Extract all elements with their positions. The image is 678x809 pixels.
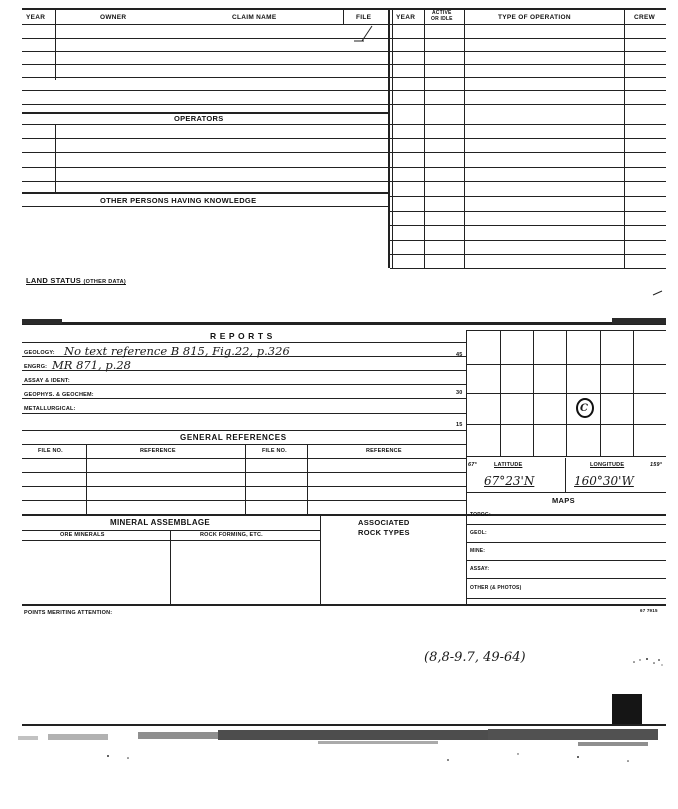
- col-crew: CREW: [634, 14, 656, 21]
- ore-minerals-heading: ORE MINERALS: [60, 532, 105, 538]
- mineral-assemblage-title: MINERAL ASSEMBLAGE: [110, 518, 211, 527]
- margin-15: 15: [456, 422, 463, 428]
- geology-label: GEOLOGY:: [24, 350, 55, 356]
- operators-heading: OPERATORS: [174, 114, 224, 123]
- handwritten-note: (8,8-9.7, 49-64): [424, 650, 526, 665]
- dash-mark: [652, 290, 664, 296]
- black-block: [612, 694, 642, 724]
- rock-forming-heading: ROCK FORMING, ETC.: [200, 532, 263, 538]
- scan-speckle: [630, 654, 666, 668]
- grid-letter: C: [580, 403, 588, 414]
- maps-topog: TOPOG:: [470, 512, 491, 518]
- latitude-value: 67°23'N: [484, 474, 535, 488]
- col-owner: OWNER: [100, 14, 127, 21]
- engrg-value: MR 871, p.28: [52, 358, 132, 372]
- maps-mine: MINE:: [470, 548, 486, 554]
- col-file: FILE: [356, 14, 372, 21]
- geology-value: No text reference B 815, Fig.22, p.326: [64, 344, 290, 358]
- col-or-idle: OR IDLE: [431, 16, 453, 22]
- form-number: 67 7915: [640, 608, 658, 613]
- col-file-no-1: FILE NO.: [38, 448, 63, 454]
- land-status-title: LAND STATUS: [26, 276, 82, 285]
- maps-geol: GEOL:: [470, 530, 487, 536]
- land-status-label: [26, 276, 126, 285]
- scan-noise-band: [18, 726, 666, 766]
- reports-title: R E P O R T S: [210, 331, 273, 341]
- col-year-2: YEAR: [396, 14, 416, 21]
- associated-rock-types-1: ASSOCIATED: [358, 518, 410, 527]
- edge-smudge: [612, 318, 666, 324]
- points-meriting-attention: POINTS MERITING ATTENTION:: [24, 610, 113, 616]
- edge-smudge: [22, 319, 62, 324]
- col-type-of-operation: TYPE OF OPERATION: [498, 14, 571, 21]
- land-status-sub: (OTHER DATA): [83, 279, 126, 285]
- associated-rock-types-2: ROCK TYPES: [358, 528, 410, 537]
- col-active: ACTIVE: [432, 10, 452, 16]
- maps-heading: MAPS: [552, 496, 575, 505]
- other-persons-heading: OTHER PERSONS HAVING KNOWLEDGE: [100, 196, 257, 205]
- file-check-mark: [350, 25, 374, 47]
- longitude-value: 160°30'W: [574, 474, 634, 488]
- col-year: YEAR: [26, 14, 46, 21]
- margin-45: 45: [456, 352, 463, 358]
- latitude-label: LATITUDE: [494, 462, 523, 468]
- longitude-label: LONGITUDE: [590, 462, 625, 468]
- metallurgical-label: METALLURGICAL:: [24, 406, 76, 412]
- lon-suffix: 159°: [650, 462, 663, 468]
- assay-ident-label: ASSAY & IDENT:: [24, 378, 70, 384]
- margin-30: 30: [456, 390, 463, 396]
- engrg-label: ENGRG:: [24, 364, 48, 370]
- maps-assay: ASSAY:: [470, 566, 490, 572]
- geophys-label: GEOPHYS. & GEOCHEM:: [24, 392, 94, 398]
- lat-prefix: 67°: [468, 462, 477, 468]
- col-file-no-2: FILE NO.: [262, 448, 287, 454]
- maps-other: OTHER (& PHOTOS): [470, 585, 522, 591]
- col-claim-name: CLAIM NAME: [232, 14, 277, 21]
- general-references-title: GENERAL REFERENCES: [180, 433, 287, 442]
- col-reference-1: REFERENCE: [140, 448, 176, 454]
- col-reference-2: REFERENCE: [366, 448, 402, 454]
